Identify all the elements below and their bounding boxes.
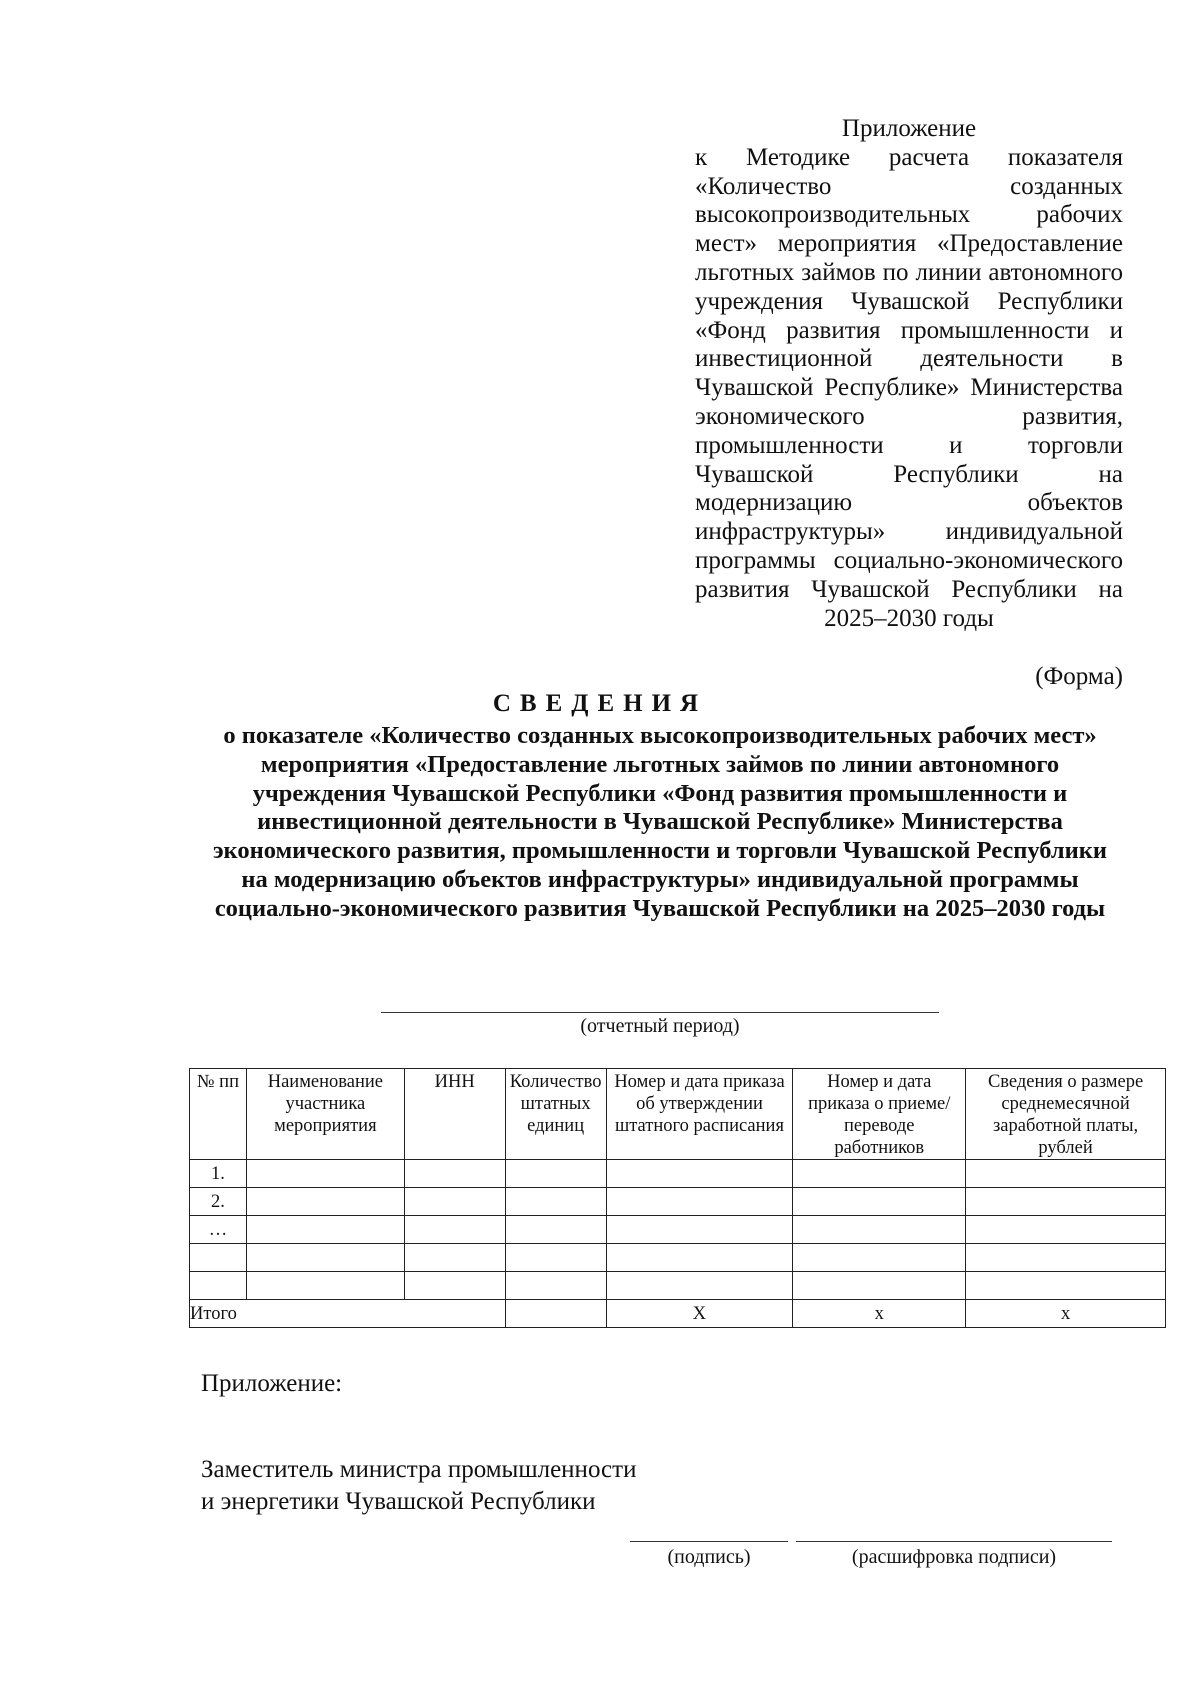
total-hiring-order: х: [793, 1300, 966, 1328]
signature-label: (подпись): [667, 1546, 751, 1568]
signer-line-2: и энергетики Чувашской Республики: [201, 1488, 596, 1515]
table-cell: [793, 1272, 966, 1300]
form-label: (Форма): [1035, 663, 1123, 690]
table-cell: [246, 1272, 404, 1300]
document-subtitle: о показателе «Количество созданных высокопроизводительных рабочих мест» мероприятия «Предоставление льготных займов по линии автономного учреждения Чувашской Республики «Фонд развития промышленности и инвестиционной деятельности в Чувашской Республике» Министерства экономического развития, промышленности и торговли Чувашской Республики на модернизацию объектов инфраструктуры» индивидуальной программы социально-экономического развития Чувашской Республики на 2025–2030 годы: [212, 722, 1108, 922]
total-average-salary: х: [966, 1300, 1166, 1328]
table-header-row: [190, 1069, 1166, 1160]
table-cell: [404, 1244, 505, 1272]
table-cell: [246, 1216, 404, 1244]
table-cell: [505, 1244, 606, 1272]
table-cell: [793, 1244, 966, 1272]
table-cell: [246, 1160, 404, 1188]
table-cell: [404, 1272, 505, 1300]
table-row: [190, 1216, 1166, 1244]
table-row: [190, 1188, 1166, 1216]
table-row: [190, 1160, 1166, 1188]
total-label: Итого: [190, 1300, 506, 1328]
row-number: [190, 1272, 247, 1300]
appendix-note: Приложение:: [201, 1370, 343, 1397]
table-cell: [793, 1188, 966, 1216]
document-title: СВЕДЕНИЯ: [492, 690, 708, 717]
table-cell: [966, 1216, 1166, 1244]
table-row: [190, 1244, 1166, 1272]
period-input-line: [381, 1012, 939, 1013]
table-cell: [966, 1272, 1166, 1300]
table-row: [190, 1272, 1166, 1300]
appendix-block: [695, 115, 1123, 633]
table-cell: [246, 1244, 404, 1272]
table-cell: [606, 1188, 793, 1216]
table-cell: [404, 1216, 505, 1244]
signature-decode-line: [796, 1541, 1112, 1542]
signature-decode-label: (расшифровка подписи): [851, 1546, 1057, 1568]
table-cell: [606, 1160, 793, 1188]
appendix-title: Приложение: [841, 115, 977, 142]
table-cell: [505, 1160, 606, 1188]
total-staff-count: [505, 1300, 606, 1328]
table-cell: [606, 1216, 793, 1244]
table-cell: [793, 1160, 966, 1188]
appendix-body: к Методике расчета показателя «Количество созданных высокопроизводительных рабочих мест» мероприятия «Предоставление льготных займов по линии автономного учреждения Чувашской Республики «Фонд развития промышленности и инвестиционной деятельности в Чувашской Республике» Министерства экономического развития, промышленности и торговли Чувашской Республики на модернизацию объектов инфраструктуры» индивидуальной программы социально-экономического развития Чувашской Республики на 2025–2030 годы: [695, 143, 1123, 632]
header-hiring-order: Номер и дата приказа о приеме/переводе работников: [793, 1069, 966, 1160]
table-cell: [606, 1272, 793, 1300]
header-inn: ИНН: [404, 1069, 505, 1160]
signer-line-1: Заместитель министра промышленности: [201, 1456, 637, 1483]
table-cell: [966, 1160, 1166, 1188]
table-cell: [505, 1272, 606, 1300]
table-cell: [404, 1188, 505, 1216]
total-row: [190, 1300, 1166, 1328]
table-cell: [966, 1244, 1166, 1272]
signature-line: [630, 1541, 788, 1542]
row-number: [190, 1244, 247, 1272]
table-cell: [606, 1244, 793, 1272]
period-label: (отчетный период): [580, 1015, 740, 1037]
total-staff-order: Х: [606, 1300, 793, 1328]
row-number: 2.: [190, 1188, 247, 1216]
header-staff-count: Количество штатных единиц: [505, 1069, 606, 1160]
table-cell: [404, 1160, 505, 1188]
header-participant-name: Наименование участника мероприятия: [246, 1069, 404, 1160]
report-table: [189, 1068, 1166, 1328]
header-number: № пп: [190, 1069, 247, 1160]
table-cell: [246, 1188, 404, 1216]
table-cell: [505, 1188, 606, 1216]
table-cell: [505, 1216, 606, 1244]
header-staff-order: Номер и дата приказа об утверждении штатного расписания: [606, 1069, 793, 1160]
table-cell: [793, 1216, 966, 1244]
row-number: …: [190, 1216, 247, 1244]
signer-position: [201, 1454, 636, 1518]
row-number: 1.: [190, 1160, 247, 1188]
table-cell: [966, 1188, 1166, 1216]
header-average-salary: Сведения о размере среднемесячной заработной платы, рублей: [966, 1069, 1166, 1160]
